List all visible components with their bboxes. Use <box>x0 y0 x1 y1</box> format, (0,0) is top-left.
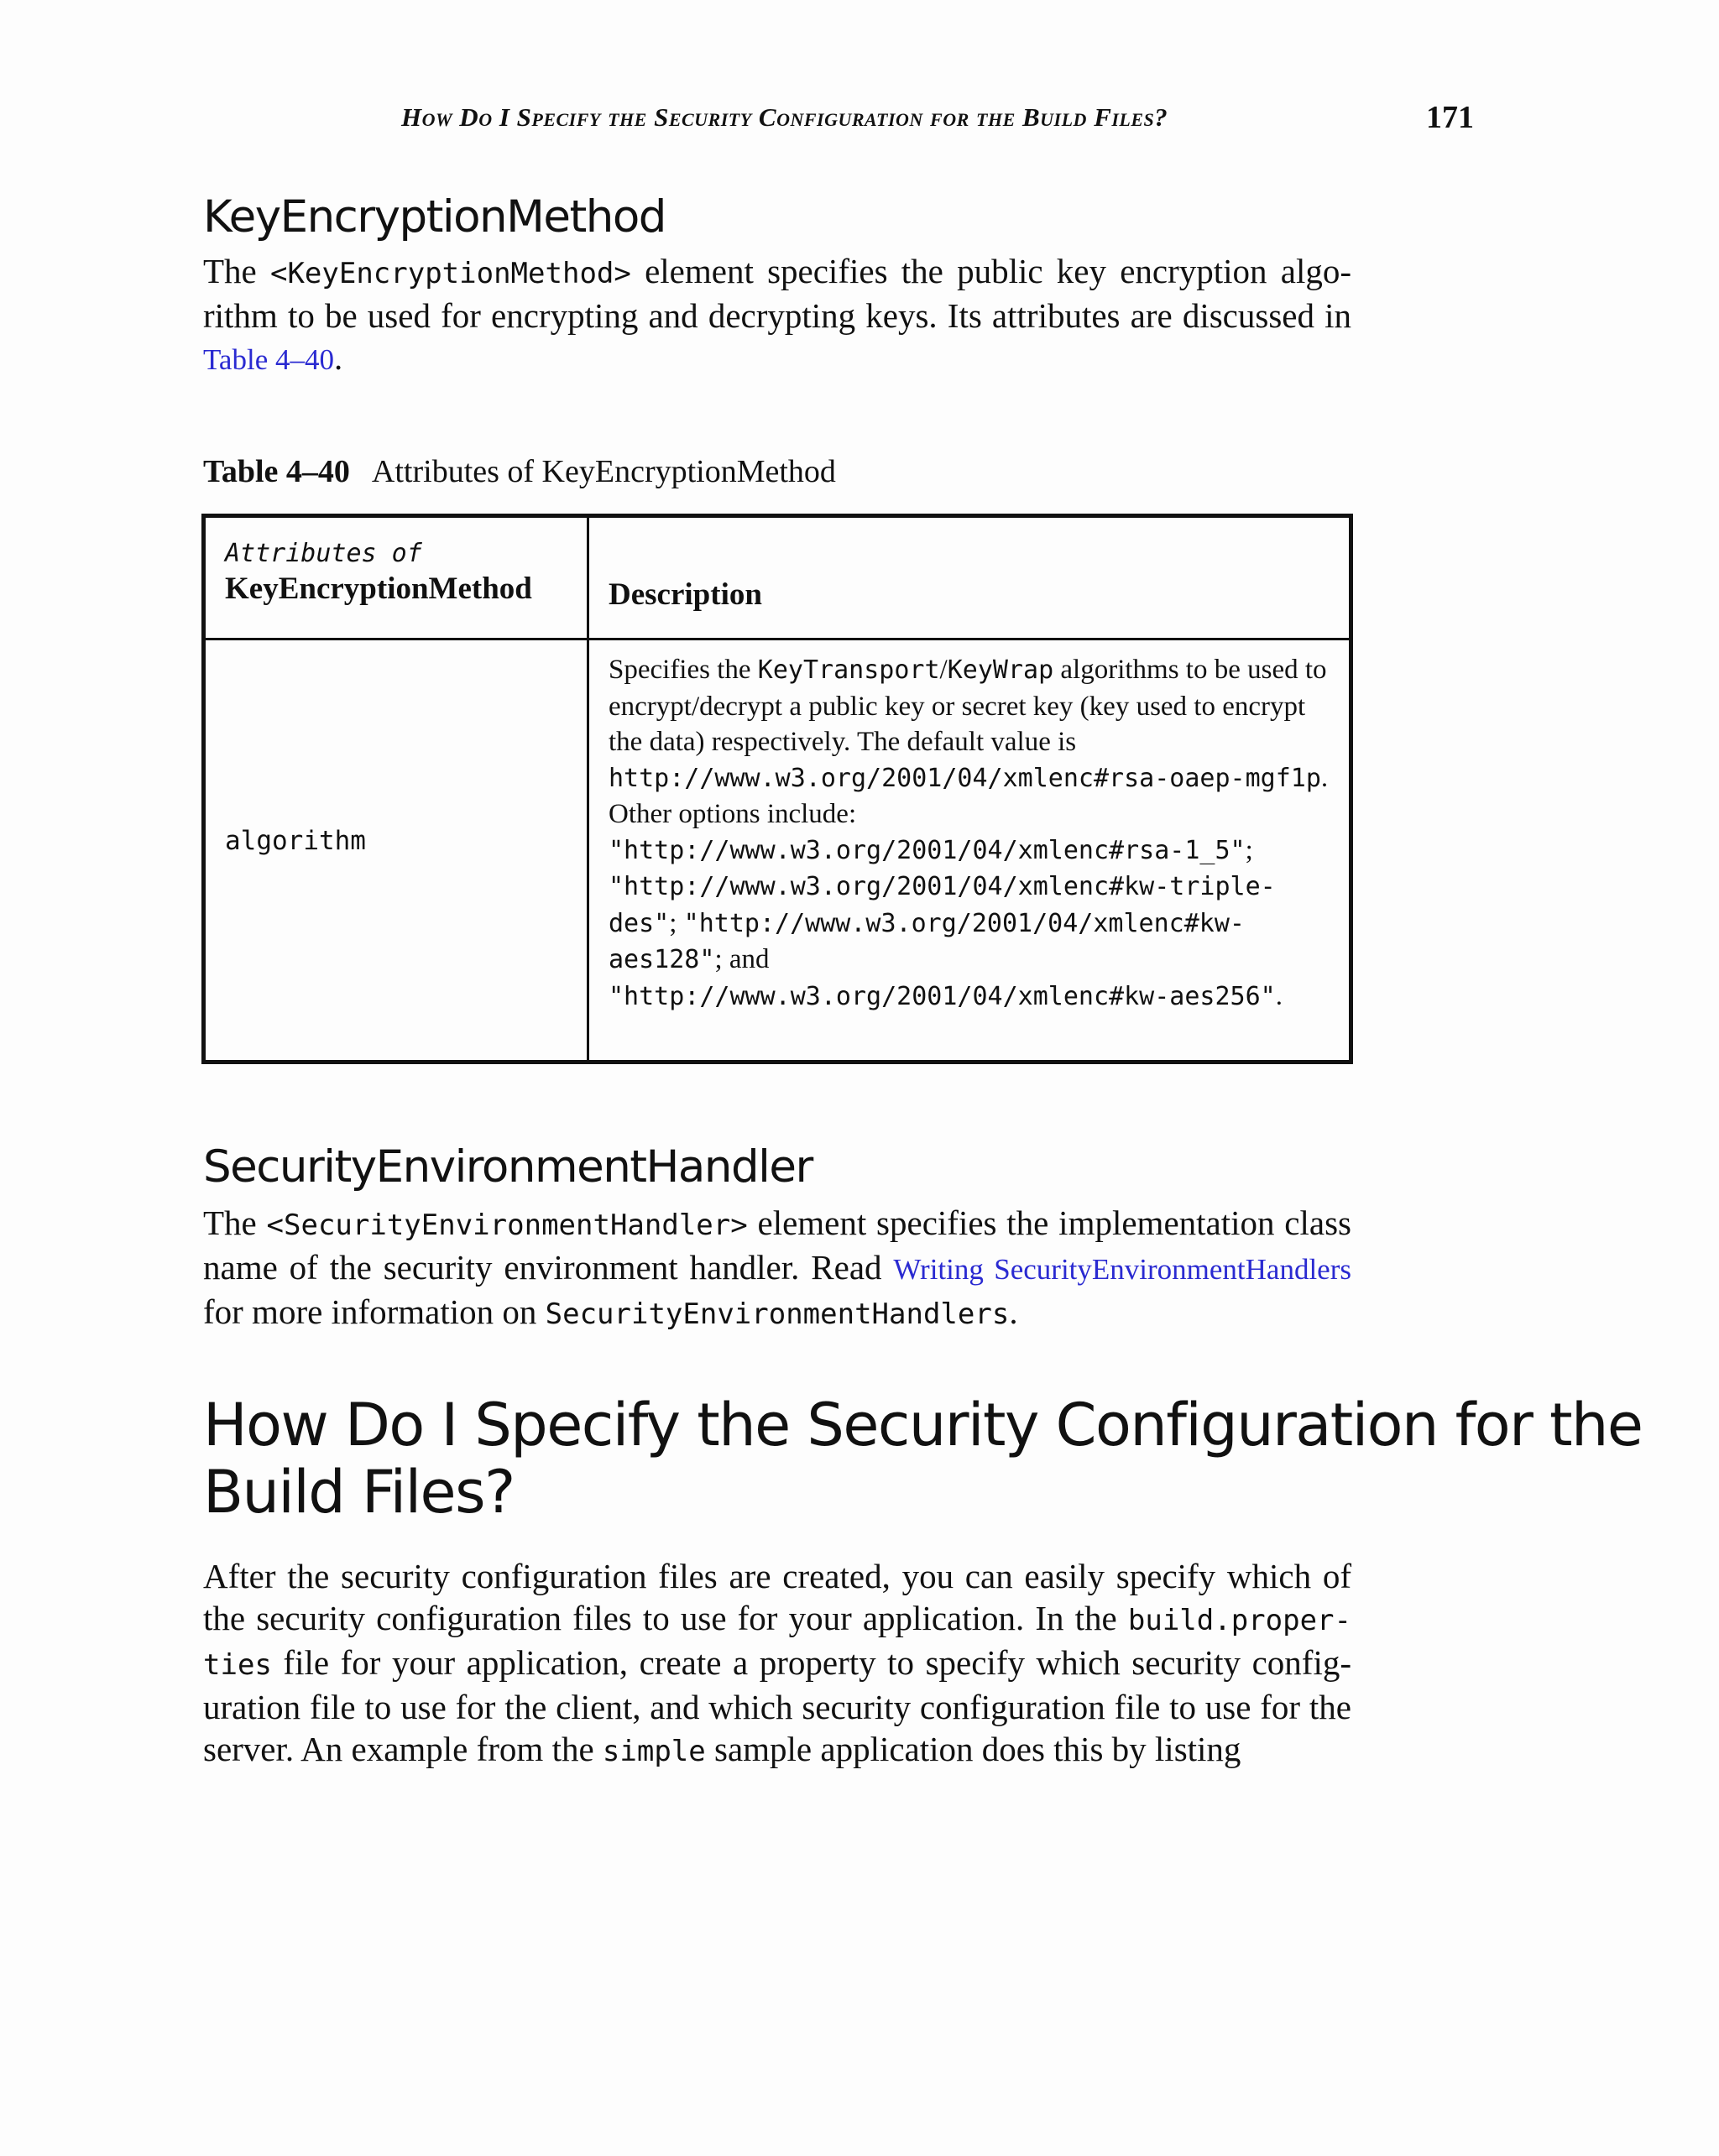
code-element-name: <SecurityEnvironmentHandler> <box>266 1209 748 1242</box>
running-header <box>203 99 1474 136</box>
desc-code: "http://www.w3.org/2001/04/xmlenc#kw-aes256" <box>609 981 1276 1011</box>
table-caption-number: Table 4–40 <box>203 454 350 489</box>
key-encryption-method-paragraph <box>203 250 1351 381</box>
desc-text: ; <box>669 907 684 938</box>
desc-text: . <box>1275 980 1283 1011</box>
table-header-attribute-line2: KeyEncryptionMethod <box>225 572 532 606</box>
table-header-description: Description <box>609 577 762 612</box>
attributes-table <box>201 514 1353 1064</box>
desc-text: ; and <box>714 944 770 974</box>
section-heading-security-environment-handler: SecurityEnvironmentHandler <box>203 1141 812 1193</box>
paragraph-text: file for your application, create a property to specify which security config-uration file to use for the client, and which security configuration file to use for the server. An example from the <box>203 1643 1351 1768</box>
table-cell-description <box>609 652 1337 1015</box>
table-column-divider <box>587 518 589 1060</box>
paragraph-text: After the security configuration files are created, you can easily specify which of the security configuration files to use for your application. In the <box>203 1557 1351 1637</box>
section-heading-key-encryption-method: KeyEncryptionMethod <box>203 191 666 243</box>
security-environment-handler-paragraph <box>203 1202 1351 1335</box>
code-file-name: build.proper-ties <box>203 1604 1351 1682</box>
desc-text: . Other options include: <box>609 762 1329 829</box>
table-caption <box>203 453 836 490</box>
paragraph-text: element specifies the implementation class name of the security environment handler. Read <box>203 1203 1351 1287</box>
desc-text: Specifies the <box>609 655 758 685</box>
paragraph-text: . <box>333 338 343 377</box>
table-header-attribute-line1: Attributes of <box>225 539 422 568</box>
code-sample-name: simple <box>602 1735 706 1768</box>
desc-text: / <box>939 655 948 685</box>
section-heading-how-do-i-specify: How Do I Specify the Security Configuration for the Build Files? <box>203 1391 1643 1527</box>
paragraph-text: for more information on <box>203 1292 546 1331</box>
desc-text: ; <box>1245 834 1253 865</box>
table-header-divider <box>206 638 1349 640</box>
writing-handlers-link[interactable]: Writing SecurityEnvironmentHandlers <box>893 1253 1351 1286</box>
table-header-attribute <box>225 538 532 608</box>
desc-code: http://www.w3.org/2001/04/xmlenc#rsa-oaep-mgf1p <box>609 763 1321 793</box>
page-number: 171 <box>1426 100 1474 135</box>
desc-code: "http://www.w3.org/2001/04/xmlenc#kw-aes128" <box>609 908 1245 974</box>
desc-code: KeyWrap <box>947 655 1054 685</box>
paragraph-text: The <box>203 252 270 290</box>
how-do-i-paragraph <box>203 1555 1351 1772</box>
paragraph-text: . <box>1009 1292 1018 1331</box>
desc-text: algorithms to be used to encrypt/decrypt a public key or secret key (key used to encrypt the data) respectively. The default value is <box>609 655 1327 757</box>
code-class-name: SecurityEnvironmentHandlers <box>545 1297 1010 1331</box>
table-cell-attribute: algorithm <box>225 826 366 856</box>
paragraph-text: element specifies the public key encryption algo-rithm to be used for encrypting and decrypting keys. Its attributes are discussed in <box>203 252 1352 335</box>
table-caption-text: Attributes of KeyEncryptionMethod <box>371 454 836 489</box>
paragraph-text: The <box>203 1203 267 1242</box>
code-element-name: <KeyEncryptionMethod> <box>269 257 631 290</box>
table-reference-link[interactable]: Table 4–40 <box>203 343 334 376</box>
running-header-title: How Do I Specify the Security Configuration for the Build Files? <box>401 102 1168 132</box>
desc-code: "http://www.w3.org/2001/04/xmlenc#kw-triple-des" <box>609 872 1276 938</box>
desc-code: KeyTransport <box>757 655 940 685</box>
desc-code: "http://www.w3.org/2001/04/xmlenc#rsa-1_5" <box>609 835 1246 865</box>
paragraph-text: sample application does this by listing <box>705 1730 1241 1768</box>
